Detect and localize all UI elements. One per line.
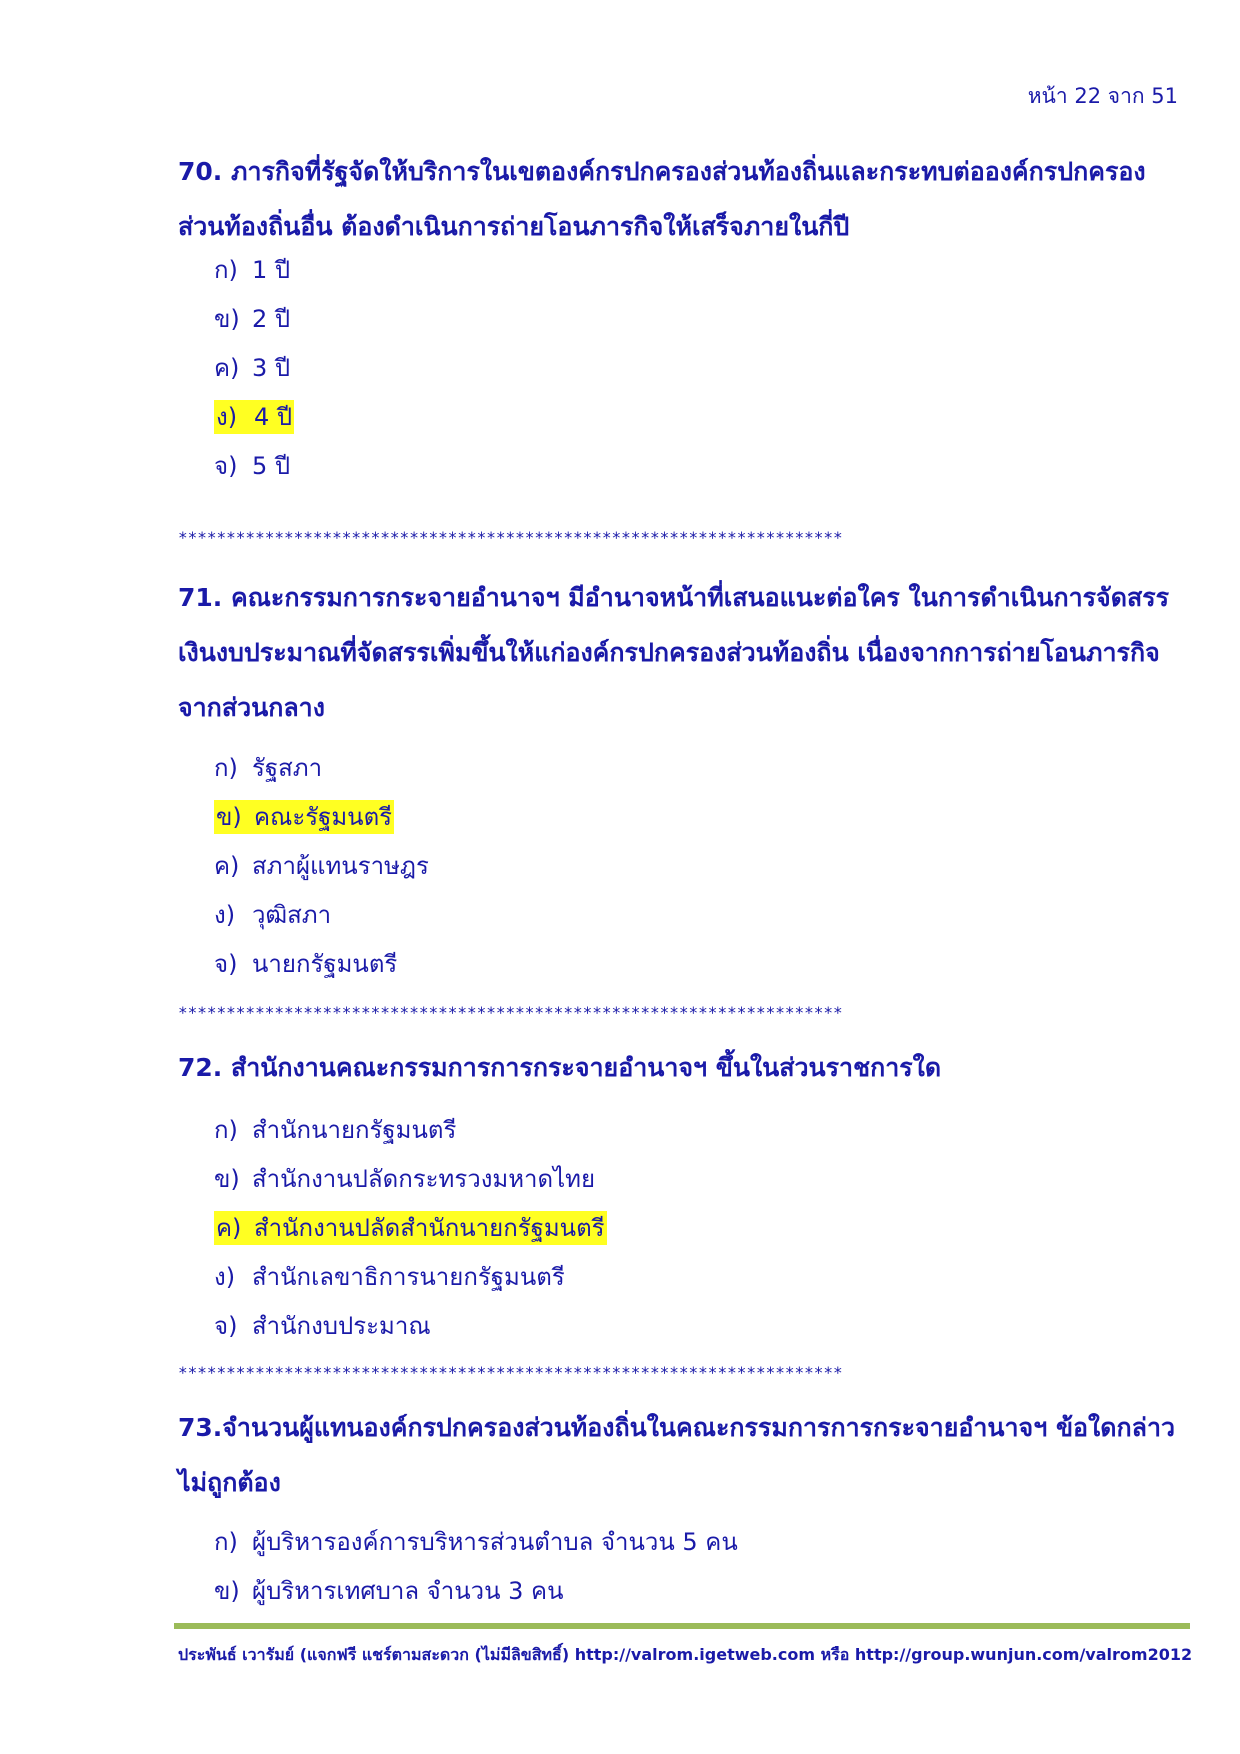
option-70-e	[214, 446, 294, 495]
option-letter: ข)	[216, 803, 242, 831]
separator: *********************************************************************	[178, 528, 843, 547]
option-letter: ข)	[214, 1577, 240, 1605]
option-70-c	[214, 348, 294, 397]
option-72-e	[214, 1306, 607, 1355]
option-text: สำนักเลขาธิการนายกรัฐมนตรี	[252, 1263, 565, 1291]
option-71-b-answer	[214, 797, 429, 846]
page-number: หน้า 22 จาก 51	[1027, 84, 1178, 108]
question-73-options	[214, 1522, 738, 1620]
footer-credit: ประพันธ์ เวารัมย์ (แจกฟรี แชร์ตามสะดวก (ไม่มีลิขสิทธิ์) http://valrom.igetweb.com หรือ http://group.wunjun.com/valrom2012	[178, 1645, 1193, 1664]
option-73-a	[214, 1522, 738, 1571]
question-73: 73.จำนวนผู้แทนองค์กรปกครองส่วนท้องถิ่นในคณะกรรมการการกระจายอำนาจฯ ข้อใดกล่าวไม่ถูกต้อง	[178, 1413, 1176, 1497]
option-text: รัฐสภา	[252, 754, 323, 782]
option-letter: ก)	[214, 754, 238, 782]
option-letter: ค)	[216, 1214, 242, 1242]
separator: *********************************************************************	[178, 1003, 843, 1022]
question-72-options	[214, 1110, 607, 1355]
option-71-d	[214, 895, 429, 944]
option-text: คณะรัฐมนตรี	[254, 803, 393, 831]
option-text: วุฒิสภา	[252, 901, 332, 929]
option-letter: ข)	[214, 305, 240, 333]
option-70-d-answer	[214, 397, 294, 446]
option-letter: ก)	[214, 1116, 238, 1144]
option-73-b	[214, 1571, 738, 1620]
option-letter: ง)	[214, 901, 236, 929]
option-72-a	[214, 1110, 607, 1159]
option-text: ผู้บริหารเทศบาล จำนวน 3 คน	[252, 1577, 564, 1605]
option-text: 3 ปี	[252, 354, 291, 382]
option-72-d	[214, 1257, 607, 1306]
option-text: สำนักงานปลัดกระทรวงมหาดไทย	[252, 1165, 596, 1193]
question-72: 72. สำนักงานคณะกรรมการการกระจายอำนาจฯ ขึ้นในส่วนราชการใด	[178, 1053, 942, 1082]
option-letter: จ)	[214, 1312, 238, 1340]
option-72-c-answer	[214, 1208, 607, 1257]
option-71-a	[214, 748, 429, 797]
option-72-b	[214, 1159, 607, 1208]
option-text: 1 ปี	[252, 256, 291, 284]
question-70: 70. ภารกิจที่รัฐจัดให้บริการในเขตองค์กรปกครองส่วนท้องถิ่นและกระทบต่อองค์กรปกครองส่วนท้องถิ่นอื่น ต้องดำเนินการถ่ายโอนภารกิจให้เสร็จภายในกี่ปี	[178, 157, 1146, 241]
question-71-options	[214, 748, 429, 993]
question-70-options	[214, 250, 294, 495]
option-text: สำนักงานปลัดสำนักนายกรัฐมนตรี	[254, 1214, 605, 1242]
option-text: สำนักนายกรัฐมนตรี	[252, 1116, 457, 1144]
option-letter: ก)	[214, 256, 238, 284]
option-71-c	[214, 846, 429, 895]
option-letter: ง)	[216, 403, 238, 431]
option-text: 2 ปี	[252, 305, 291, 333]
option-text: สภาผู้แทนราษฎร	[252, 852, 429, 880]
option-letter: จ)	[214, 452, 238, 480]
option-70-b	[214, 299, 294, 348]
option-text: สำนักงบประมาณ	[252, 1312, 431, 1340]
footer-divider	[174, 1623, 1190, 1629]
option-71-e	[214, 944, 429, 993]
option-70-a	[214, 250, 294, 299]
option-letter: ก)	[214, 1528, 238, 1556]
option-text: 5 ปี	[252, 452, 291, 480]
option-letter: ข)	[214, 1165, 240, 1193]
separator: *********************************************************************	[178, 1363, 843, 1382]
option-text: ผู้บริหารองค์การบริหารส่วนตำบล จำนวน 5 คน	[252, 1528, 738, 1556]
option-text: นายกรัฐมนตรี	[252, 950, 398, 978]
option-letter: ค)	[214, 852, 240, 880]
option-letter: ค)	[214, 354, 240, 382]
option-text: 4 ปี	[254, 403, 293, 431]
option-letter: จ)	[214, 950, 238, 978]
question-71: 71. คณะกรรมการกระจายอำนาจฯ มีอำนาจหน้าที่เสนอแนะต่อใคร ในการดำเนินการจัดสรรเงินงบประมาณที่จัดสรรเพิ่มขึ้นให้แก่องค์กรปกครองส่วนท้องถิ่น เนื่องจากการถ่ายโอนภารกิจจากส่วนกลาง	[178, 583, 1170, 722]
option-letter: ง)	[214, 1263, 236, 1291]
